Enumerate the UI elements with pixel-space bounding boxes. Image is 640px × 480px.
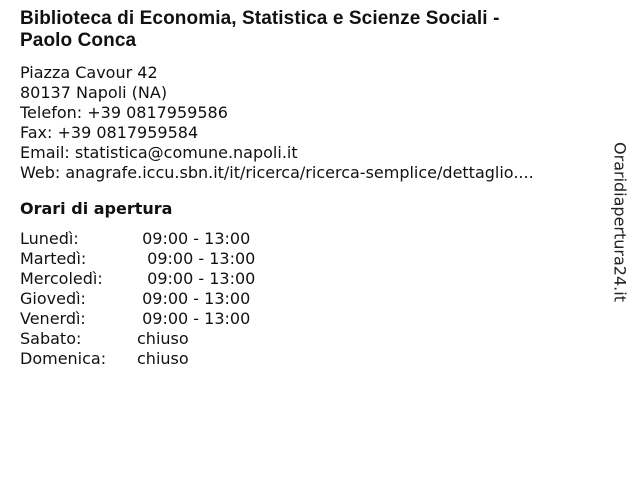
time-value: 09:00 - 13:00 <box>137 229 251 248</box>
day-label: Lunedì: <box>20 229 79 248</box>
time-value: 09:00 - 13:00 <box>137 269 256 288</box>
time-value: 09:00 - 13:00 <box>137 309 251 328</box>
hours-row-tuesday <box>20 249 612 269</box>
hours-row-thursday <box>20 289 612 309</box>
hours-row-monday <box>20 229 612 249</box>
library-info <box>20 8 612 369</box>
day-label: Giovedì: <box>20 289 86 308</box>
day-label: Sabato: <box>20 329 82 348</box>
hours-row-wednesday <box>20 269 612 289</box>
page-title: Biblioteca di Economia, Statistica e Scienze Sociali - Paolo Conca <box>20 8 500 51</box>
opening-hours-table <box>20 229 612 369</box>
time-value: 09:00 - 13:00 <box>137 249 256 268</box>
fax-number: Fax: +39 0817959584 <box>20 123 199 142</box>
email-address[interactable]: Email: statistica@comune.napoli.it <box>20 143 298 162</box>
hours-row-friday <box>20 309 612 329</box>
time-value: 09:00 - 13:00 <box>137 289 251 308</box>
day-label: Mercoledì: <box>20 269 103 288</box>
hours-row-sunday <box>20 349 612 369</box>
day-label: Domenica: <box>20 349 107 368</box>
day-label: Venerdì: <box>20 309 86 328</box>
street-address: Piazza Cavour 42 <box>20 63 158 82</box>
hours-row-saturday <box>20 329 612 349</box>
postal-city: 80137 Napoli (NA) <box>20 83 168 102</box>
time-value: chiuso <box>137 329 189 348</box>
website-link[interactable]: Web: anagrafe.iccu.sbn.it/it/ricerca/ricerca-semplice/dettaglio.... <box>20 163 534 182</box>
phone-number[interactable]: Telefon: +39 0817959586 <box>20 103 228 122</box>
time-value: chiuso <box>137 349 189 368</box>
contact-block <box>20 63 612 183</box>
day-label: Martedì: <box>20 249 87 268</box>
brand-watermark: Oraridiapertura24.it <box>610 142 630 302</box>
opening-hours-heading: Orari di apertura <box>20 199 173 218</box>
